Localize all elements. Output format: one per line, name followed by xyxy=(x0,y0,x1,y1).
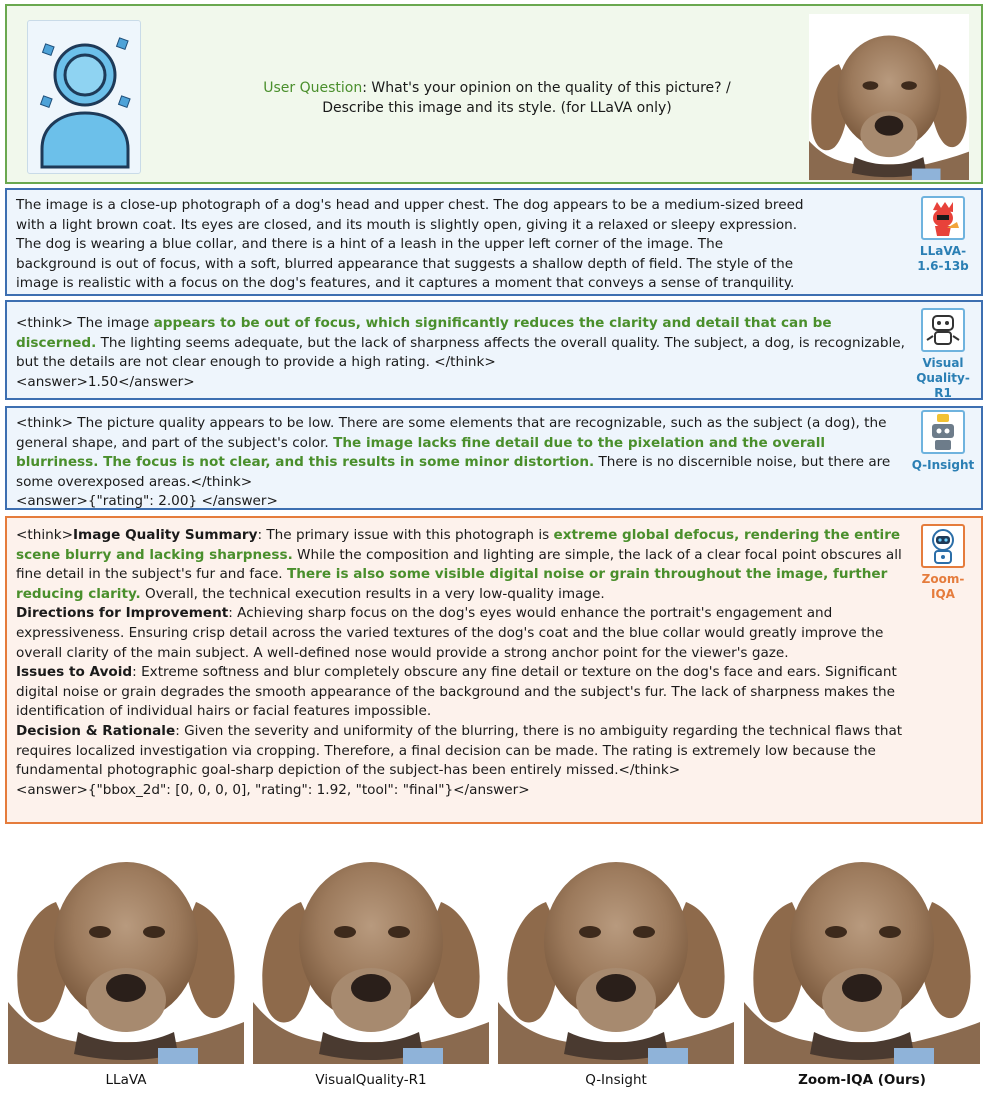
vqr1-text-a: <think> The image xyxy=(16,315,154,331)
vqr1-model-badge xyxy=(911,308,975,401)
zoomiqa-improvement xyxy=(16,604,906,663)
vqr1-dog-image xyxy=(253,832,489,1064)
zoomiqa-dog-image xyxy=(744,832,980,1064)
caption-qinsight: Q-Insight xyxy=(585,1072,647,1088)
vqr1-text-b: The lighting seems adequate, but the lack of sharpness affects the overall quality. The subject, a dog, is recognizable, but the details are not clear enough to provide a high rating. </think> xyxy=(16,334,905,371)
vqr1-highlight: appears to be out of focus, which significantly reduces the clarity and detail that can be discerned. xyxy=(16,315,832,351)
zoomiqa-issues xyxy=(16,663,906,722)
zoomiqa-think-open: <think> xyxy=(16,527,73,543)
qinsight-text-b: There is no discernible noise, but there are some overexposed areas.</think> xyxy=(16,454,891,490)
llava-response-panel xyxy=(5,188,983,296)
llava-model-name: LLaVA-1.6-13b xyxy=(917,244,969,273)
zoomiqa-response-text xyxy=(16,526,906,800)
vqr1-answer: <answer>1.50</answer> xyxy=(16,373,195,390)
zoomiqa-highlight-2: There is also some visible digital noise or grain throughout the image, further reducing clarity. xyxy=(16,566,888,602)
zoomiqa-response-panel xyxy=(5,516,983,824)
question-line1: : What's your opinion on the quality of this picture? / xyxy=(362,80,731,96)
zoomiqa-decision-text: : Given the severity and uniformity of the blurring, there is no ambiguity regarding the technical flaws that requires localized investigation via cropping. Therefore, a final decision can be made. The rating is extremely low because the fundamental photographic goal-sharp depiction of the subject-has been entirely missed.</think> xyxy=(16,722,903,779)
zoomiqa-summary-title: Image Quality Summary xyxy=(73,527,258,543)
llava-response-text xyxy=(16,196,906,294)
question-label: User Question xyxy=(263,80,363,96)
llava-line: The image is a close-up photograph of a dog's head and upper chest. The dog appears to be a medium-sized breed xyxy=(16,197,804,213)
vqr1-response-panel xyxy=(5,300,983,400)
zoomiqa-issues-text: : Extreme softness and blur completely obscure any fine detail or texture on the dog's face and ears. Significant digital noise or grain degrades the smooth appearance of the background and the subject's fur. The lack of sharpness makes the identification of individual hairs or facial features impossible. xyxy=(16,664,897,720)
llava-line: with a light brown coat. Its eyes are closed, and its mouth is slightly open, giving it a relaxed or sleepy expression. xyxy=(16,216,798,233)
zoomiqa-decision-title: Decision & Rationale xyxy=(16,722,176,739)
user-icon xyxy=(27,20,141,174)
llava-model-badge xyxy=(911,196,975,274)
zoomiqa-summary xyxy=(16,526,906,604)
zoomiqa-improvement-text: : Achieving sharp focus on the dog's eyes would enhance the portrait's engagement and expressiveness. Ensuring crisp detail across the varied textures of the dog's coat and the blue collar would greatly improve the overall clarity of the main subject. A well-defined nose would provide a strong anchor point for the viewer's gaze. xyxy=(16,605,884,661)
robot-icon xyxy=(921,308,965,352)
zoomiqa-answer: <answer>{"bbox_2d": [0, 0, 0, 0], "rating": 1.92, "tool": "final"}</answer> xyxy=(16,781,530,798)
zoom-robot-icon xyxy=(921,524,965,568)
qinsight-text-a: <think> The picture quality appears to be low. There are some elements that are recognizable, such as the subject (a dog), the general shape, and part of the subject's color. xyxy=(16,415,887,451)
user-question-panel xyxy=(5,4,983,184)
question-line2: Describe this image and its style. (for LLaVA only) xyxy=(322,100,672,116)
qinsight-model-name: Q-Insight xyxy=(911,458,975,472)
zoomiqa-model-name: Zoom-IQA xyxy=(921,572,965,601)
qinsight-model-badge xyxy=(911,410,975,473)
robot-chat-icon xyxy=(921,410,965,454)
qinsight-response-panel xyxy=(5,406,983,510)
vqr1-response-text xyxy=(16,314,906,392)
caption-vqr1: VisualQuality-R1 xyxy=(315,1072,427,1088)
qinsight-response-text xyxy=(16,414,906,512)
llava-dog-image xyxy=(8,832,244,1064)
zoomiqa-highlight-1: extreme global defocus, rendering the entire scene blurry and lacking sharpness. xyxy=(16,527,901,563)
zoomiqa-summary-b: While the composition and lighting are simple, the lack of a clear focal point obscures all fine detail in the subject's fur and face. xyxy=(16,546,902,583)
zoomiqa-model-badge xyxy=(911,524,975,602)
zoomiqa-issues-title: Issues to Avoid xyxy=(16,664,133,681)
zoomiqa-decision xyxy=(16,722,906,781)
zoomiqa-summary-a: : The primary issue with this photograph is xyxy=(257,527,554,543)
caption-llava: LLaVA xyxy=(105,1072,147,1088)
vqr1-model-name: Visual Quality-R1 xyxy=(916,356,970,400)
qinsight-highlight: The image lacks fine detail due to the pixelation and the overall blurriness. The focus is not clear, and this results in some minor distortion. xyxy=(16,434,826,471)
zoomiqa-improvement-title: Directions for Improvement xyxy=(16,605,229,622)
zoomiqa-summary-c: Overall, the technical execution results in a very low-quality image. xyxy=(140,585,605,602)
caption-zoomiqa: Zoom-IQA (Ours) xyxy=(798,1072,926,1088)
llava-line: background is out of focus, with a soft, blurred appearance that suggests a shallow depth of field. The style of the xyxy=(16,255,794,272)
input-dog-image xyxy=(809,14,969,180)
qinsight-dog-image xyxy=(498,832,734,1064)
llava-line: The dog is wearing a blue collar, and there is a hint of a leash in the upper left corner of the image. The xyxy=(16,236,724,253)
llava-icon xyxy=(921,196,965,240)
qinsight-answer: <answer>{"rating": 2.00} </answer> xyxy=(16,493,278,510)
llava-line: image is realistic with a focus on the dog's features, and it captures a moment that conveys a sense of tranquility. xyxy=(16,275,795,292)
question-text xyxy=(207,78,787,118)
